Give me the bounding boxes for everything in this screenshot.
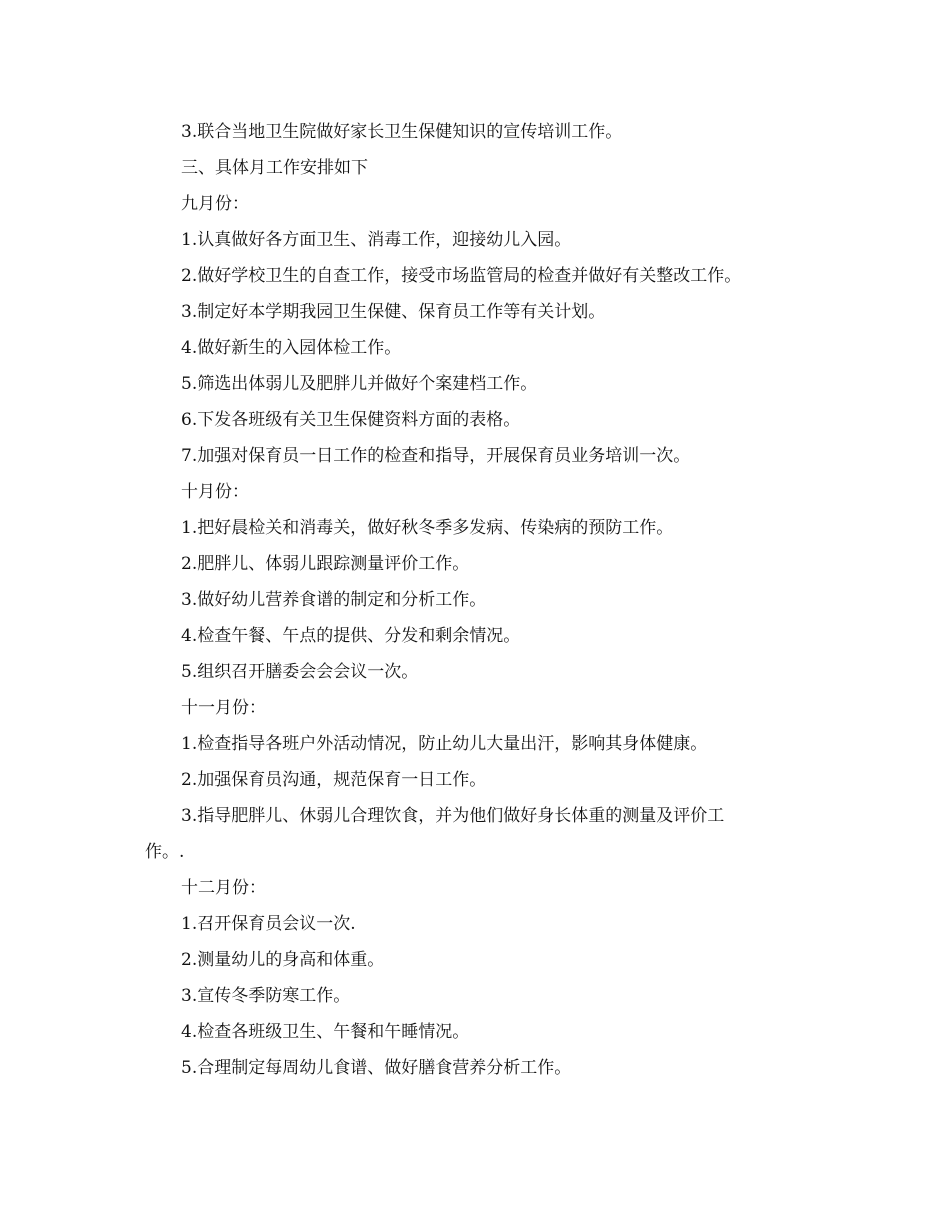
text-line: 1.认真做好各方面卫生、消毒工作，迎接幼儿入园。: [181, 230, 572, 250]
text-line: 4.做好新生的入园体检工作。: [181, 338, 402, 358]
text-line: 4.检查各班级卫生、午餐和午睡情况。: [181, 1022, 470, 1042]
text-line: 5.合理制定每周幼儿食谱、做好膳食营养分析工作。: [181, 1058, 572, 1078]
text-line: 4.检查午餐、午点的提供、分发和剩余情况。: [181, 626, 521, 646]
text-line: 1.把好晨检关和消毒关，做好秋冬季多发病、传染病的预防工作。: [181, 518, 674, 538]
text-line: 2.肥胖儿、体弱儿跟踪测量评价工作。: [181, 554, 470, 574]
text-line: 1.召开保育员会议一次.: [181, 914, 356, 934]
text-line: 十月份：: [181, 482, 249, 502]
text-line: 2.测量幼儿的身高和体重。: [181, 950, 385, 970]
text-line: 1.检查指导各班户外活动情况，防止幼儿大量出汗，影响其身体健康。: [181, 734, 708, 754]
text-line: 5.组织召开膳委会会会议一次。: [181, 662, 419, 682]
text-line: 5.筛选出体弱儿及肥胖儿并做好个案建档工作。: [181, 374, 538, 394]
text-line: 作。.: [145, 842, 185, 862]
text-line: 3.做好幼儿营养食谱的制定和分析工作。: [181, 590, 487, 610]
text-line: 3.制定好本学期我园卫生保健、保育员工作等有关计划。: [181, 302, 606, 322]
text-line: 2.做好学校卫生的自查工作，接受市场监管局的检查并做好有关整改工作。: [181, 266, 742, 286]
text-line: 2.加强保育员沟通，规范保育一日工作。: [181, 770, 487, 790]
text-line: 十二月份：: [181, 878, 266, 898]
text-line: 3.指导肥胖儿、休弱儿合理饮食，并为他们做好身长体重的测量及评价工: [181, 806, 725, 826]
text-line: 九月份：: [181, 194, 249, 214]
document-body: [145, 114, 805, 1086]
text-line: 7.加强对保育员一日工作的检查和指导，开展保育员业务培训一次。: [181, 446, 691, 466]
text-line: 3.联合当地卫生院做好家长卫生保健知识的宣传培训工作。: [181, 122, 623, 142]
text-line: 3.宣传冬季防寒工作。: [181, 986, 351, 1006]
text-line: 三、具体月工作安排如下: [181, 158, 368, 178]
text-line: 十一月份：: [181, 698, 266, 718]
text-line: 6.下发各班级有关卫生保健资料方面的表格。: [181, 410, 521, 430]
